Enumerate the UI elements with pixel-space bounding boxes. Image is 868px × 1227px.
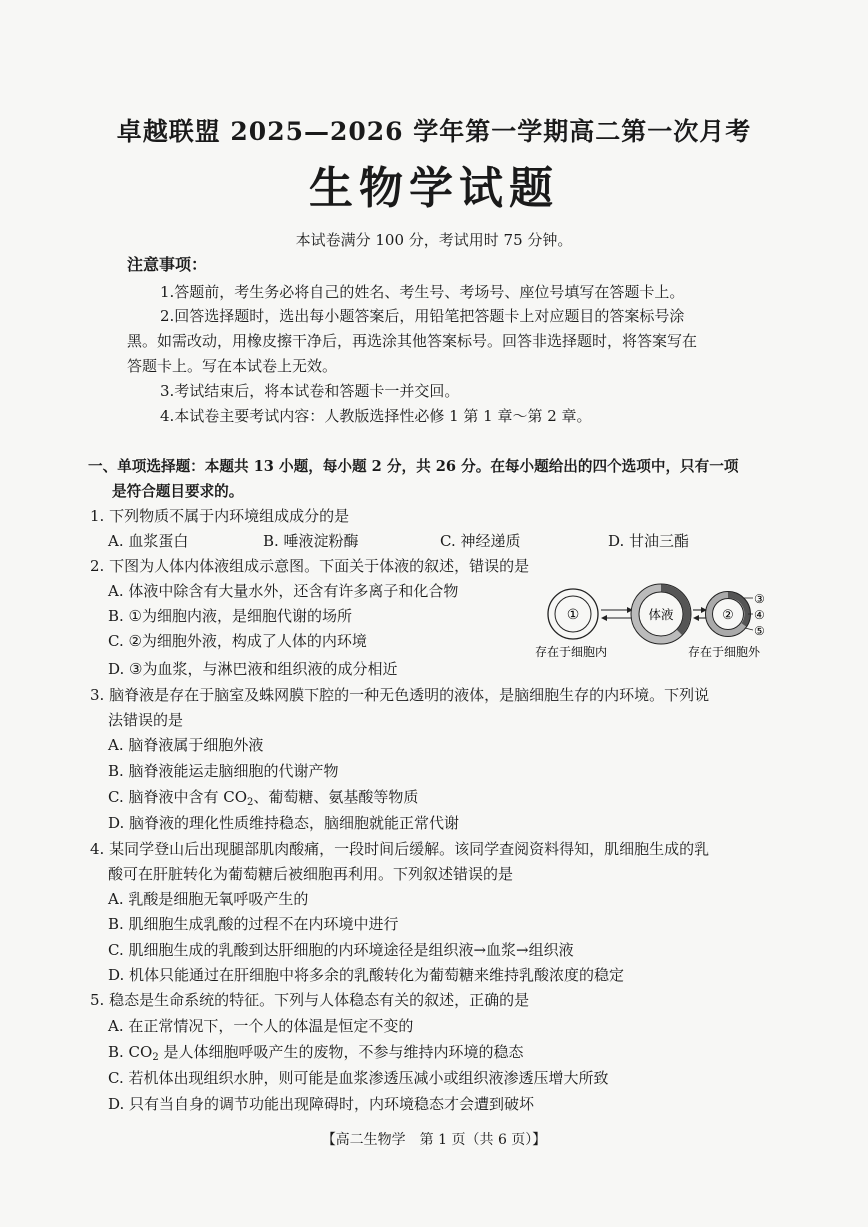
- note-line: 答题卡上。写在本试卷上无效。: [127, 357, 338, 375]
- question-stem: 4. 某同学登山后出现腿部肌肉酸痛，一段时间后缓解。该同学查阅资料得知，肌细胞生成的乳: [90, 840, 710, 858]
- option-b: B. ①为细胞内液，是细胞代谢的场所: [108, 607, 353, 625]
- option-c: C. ②为细胞外液，构成了人体的内环境: [108, 632, 367, 650]
- option-a: A. 在正常情况下，一个人的体温是恒定不变的: [108, 1017, 414, 1035]
- option-a: A. 体液中除含有大量水外，还含有许多离子和化合物: [108, 582, 459, 600]
- exam-title: 卓越联盟 2025—2026 学年第一学期高二第一次月考: [116, 117, 752, 146]
- question-stem-cont: 酸可在肝脏转化为葡萄糖后被细胞再利用。下列叙述错误的是: [108, 865, 514, 883]
- option-b: B. 唾液淀粉酶: [263, 532, 359, 550]
- option-d: D. 甘油三酯: [608, 532, 690, 550]
- exam-info: 本试卷满分 100 分，考试用时 75 分钟。: [295, 231, 573, 249]
- note-line: 2.回答选择题时，选出每小题答案后，用铅笔把答题卡上对应题目的答案标号涂: [160, 307, 685, 325]
- option-c: C. 肌细胞生成的乳酸到达肝细胞的内环境途径是组织液→血浆→组织液: [108, 941, 574, 959]
- option-c: C. 脑脊液中含有 $CO_2$、葡萄糖、氨基酸等物质: [108, 788, 419, 808]
- option-c: C. 神经递质: [440, 532, 521, 550]
- caption-extracellular: 存在于细胞外: [688, 645, 761, 659]
- note-line: 黑。如需改动，用橡皮擦干净后，再选涂其他答案标号。回答非选择题时，将答案写在: [127, 332, 698, 350]
- note-line: 3.考试结束后，将本试卷和答题卡一并交回。: [160, 382, 460, 400]
- question-stem-cont: 法错误的是: [108, 711, 184, 729]
- question-stem: 3. 脑脊液是存在于脑室及蛛网膜下腔的一种无色透明的液体，是脑细胞生存的内环境。下列说: [90, 686, 710, 704]
- note-line: 1.答题前，考生务必将自己的姓名、考生号、考场号、座位号填写在答题卡上。: [160, 283, 685, 301]
- question-stem: 1. 下列物质不属于内环境组成成分的是: [90, 507, 350, 525]
- label-body-fluid: 体液: [648, 607, 674, 622]
- page-footer: 【高二生物学 第 1 页（共 6 页）】: [321, 1132, 547, 1148]
- option-a: A. 脑脊液属于细胞外液: [108, 736, 264, 754]
- label-circle-2: ②: [722, 608, 734, 623]
- subject-title: 生物学试题: [309, 163, 559, 214]
- body-fluid-diagram: [535, 580, 775, 670]
- option-a: A. 血浆蛋白: [108, 532, 189, 550]
- option-c: C. 若机体出现组织水肿，则可能是血浆渗透压减小或组织液渗透压增大所致: [108, 1069, 609, 1087]
- label-marker-4: ④: [754, 608, 765, 622]
- section-heading-cont: 是符合题目要求的。: [112, 483, 244, 500]
- label-marker-5: ⑤: [754, 624, 765, 638]
- section-heading: 一、单项选择题：本题共 13 小题，每小题 2 分，共 26 分。在每小题给出的四个选项中，只有一项: [88, 458, 739, 475]
- label-marker-3: ③: [754, 592, 765, 606]
- option-d: D. ③为血浆，与淋巴液和组织液的成分相近: [108, 660, 398, 678]
- option-d: D. 只有当自身的调节功能出现障碍时，内环境稳态才会遭到破坏: [108, 1095, 535, 1113]
- notes-heading: 注意事项：: [127, 255, 208, 274]
- label-circle-1: ①: [566, 607, 580, 623]
- option-b: B. 脑脊液能运走脑细胞的代谢产物: [108, 762, 339, 780]
- option-d: D. 脑脊液的理化性质维持稳态，脑细胞就能正常代谢: [108, 814, 460, 832]
- question-stem: 2. 下图为人体内体液组成示意图。下面关于体液的叙述，错误的是: [90, 557, 530, 575]
- option-a: A. 乳酸是细胞无氧呼吸产生的: [108, 890, 309, 908]
- question-stem: 5. 稳态是生命系统的特征。下列与人体稳态有关的叙述，正确的是: [90, 991, 530, 1009]
- option-b: B. 肌细胞生成乳酸的过程不在内环境中进行: [108, 915, 399, 933]
- option-d: D. 机体只能通过在肝细胞中将多余的乳酸转化为葡萄糖来维持乳酸浓度的稳定: [108, 966, 625, 984]
- caption-intracellular: 存在于细胞内: [535, 645, 608, 659]
- option-b: B. $CO_2$ 是人体细胞呼吸产生的废物，不参与维持内环境的稳态: [108, 1043, 524, 1063]
- note-line: 4.本试卷主要考试内容：人教版选择性必修 1 第 1 章～第 2 章。: [160, 407, 592, 425]
